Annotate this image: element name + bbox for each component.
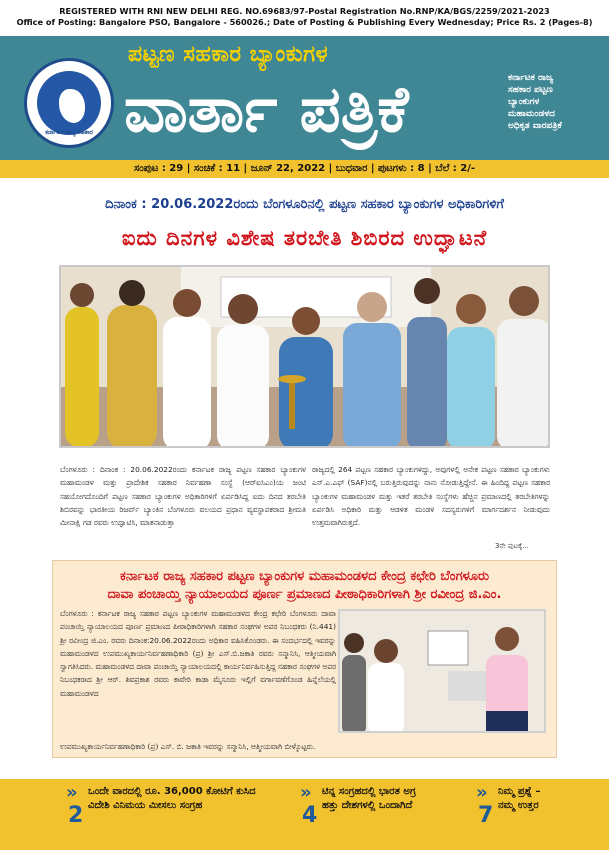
masthead-title: ವಾರ್ತಾ ಪತ್ರಿಕೆ <box>124 72 409 147</box>
teaser-page-number: 7 <box>478 803 494 828</box>
registration-info <box>0 6 609 28</box>
teaser-page-4[interactable] <box>300 782 470 845</box>
issue-info-bar: ಸಂಪುಟ : 29 | ಸಂಚಿಕೆ : 11 | ಜೂನ್ 22, 2022 | ಬುಧವಾರ | ಪುಟಗಳು : 8 | ಬೆಲೆ : 2/- <box>0 160 609 178</box>
teaser-page-2[interactable] <box>66 782 296 845</box>
lead-headline: ಐದು ದಿನಗಳ ವಿಶೇಷ ತರಬೇತಿ ಶಿಬಿರದ ಉದ್ಘಾಟನೆ <box>121 226 488 250</box>
box-article-text: ಬೆಂಗಳೂರು : ಕರ್ನಾಟಕ ರಾಜ್ಯ ಸಹಕಾರ ಪಟ್ಟಣ ಬ್ಯಾಂಕುಗಳ ಮಹಾಮಂಡಳದ ಕೇಂದ್ರ ಕಛೇರಿ ಬೆಂಗಳೂರು ದಾವಾ ಪಂಚಾಯ್ತಿ ನ್ಯಾಯಾಲಯದ ಪೂರ್ಣ ಪ್ರಮಾಣದ ಪೀಠಾಧಿಕಾರಿಗಳಾಗಿ ಸಹಕಾರ ಸಂಘಗಳ ಅಪರ ನಿಬಂಧಕರು (ನಿ.441) ಶ್ರೀ ರವೀಂದ್ರ ಜಿ.ಎಂ. ರವರು ದಿನಾಂಕ:20.06.2022ರಂದು ಅಧಿಕಾರ ವಹಿಸಿಕೊಂಡರು. ಈ ಸಂದರ್ಭದಲ್ಲಿ ಇವರನ್ನು ಮಹಾಮಂಡಳದ ಉಪಮುಖ್ಯಕಾರ್ಯನಿರ್ವಹಣಾಧಿಕಾರಿ (ಪ್ರ) ಶ್ರೀ ಎಸ್.ಬಿ.ಜಕಾತಿ ರವರು ಸನ್ಮಾನಿಸಿ, ಆತ್ಮೀಯವಾಗಿ ಸ್ವಾಗತಿಸಿದರು. ಮಹಾಮಂಡಳದ ದಾವಾ ಪಂಚಾಯ್ತಿ ನ್ಯಾಯಾಲಯದಲ್ಲಿ ಕಾರ್ಯನಿರ್ವಹಿಸುತ್ತಿದ್ದ ಸಹಕಾರ ಸಂಘಗಳ ಅಪರ ನಿಬಂಧಕರಾದ ಶ್ರೀ ಆರ್. ಶಿವಪ್ರಕಾಶ ರವರು ಕಾವೇರಿ ಕಾಡಾ ಮೈಸೂರು ಇಲ್ಲಿಗೆ ವರ್ಗಾವಣೆಗೊಂಡ ಹಿನ್ನೆಲೆಯಲ್ಲಿ ಮಹಾಮಂಡಳದ <box>60 609 336 698</box>
box-headline <box>52 568 557 604</box>
teaser-text: ಒಂದೇ ವಾರದಲ್ಲಿ ರೂ. 36,000 ಕೋಟಿಗೆ ಕುಸಿದ ವಿದೇಶಿ ವಿನಿಮಯ ಮೀಸಲು ಸಂಗ್ರಹ <box>88 786 256 811</box>
registration-line-2: Office of Posting: Bangalore PSO, Bangalore - 560026.; Date of Posting & Publishing Every Wednesday; Price Rs. 2 (Pages-8) <box>16 17 593 27</box>
training-inauguration-photo <box>59 265 550 448</box>
lead-dateline: ದಿನಾಂಕ : 20.06.2022ರಂದು ಬೆಂಗಳೂರಿನಲ್ಲಿ ಪಟ್ಟಣ ಸಹಕಾರ ಬ್ಯಾಂಕುಗಳ ಅಧಿಕಾರಿಗಳಿಗೆ <box>105 197 504 212</box>
box-article-last-line: ಉಪಮುಖ್ಯಕಾರ್ಯನಿರ್ವಹಣಾಧಿಕಾರಿ (ಪ್ರ) ಎಸ್. ಬಿ. ಜಕಾತಿ ಇವರನ್ನು ಸನ್ಮಾನಿಸಿ, ಆತ್ಮೀಯವಾಗಿ ಬೀಳ್ಕೊಟ್ಟರು. <box>60 742 316 751</box>
chevron-right-icon: » <box>300 782 312 803</box>
teaser-text: ನಿಮ್ಮ ಪ್ರಶ್ನೆ – ನಮ್ಮ ಉತ್ತರ <box>498 786 541 811</box>
masthead-subtitle: ಪಟ್ಟಣ ಸಹಕಾರ ಬ್ಯಾಂಕುಗಳ <box>128 42 329 67</box>
chevron-right-icon: » <box>66 782 78 803</box>
teaser-page-7[interactable] <box>476 782 604 845</box>
photo-illustration <box>61 267 550 448</box>
masthead-side-text: ಕರ್ನಾಟಕ ರಾಜ್ಯ ಸಹಕಾರ ಪಟ್ಟಣ ಬ್ಯಾಂಕುಗಳ ಮಹಾಮಂಡಳದ ಅಧಿಕೃತ ವಾರಪತ್ರಿಕೆ <box>508 73 562 131</box>
box-headline-line-1: ಕರ್ನಾಟಕ ರಾಜ್ಯ ಸಹಕಾರ ಪಟ್ಟಣ ಬ್ಯಾಂಕುಗಳ ಮಹಾಮಂಡಳದ ಕೇಂದ್ರ ಕಛೇರಿ ಬೆಂಗಳೂರು <box>120 569 489 584</box>
chevron-right-icon: » <box>476 782 488 803</box>
teaser-page-number: 2 <box>68 803 84 828</box>
federation-logo <box>24 58 114 148</box>
box-headline-line-2: ದಾವಾ ಪಂಚಾಯ್ತಿ ನ್ಯಾಯಾಲಯದ ಪೂರ್ಣ ಪ್ರಮಾಣದ ಪೀಠಾಧಿಕಾರಿಗಳಾಗಿ ಶ್ರೀ ರವೀಂದ್ರ ಜಿ.ಎಂ. <box>107 587 502 602</box>
logo-emblem <box>37 71 101 135</box>
continued-note: 3ನೇ ಪುಟಕ್ಕೆ... <box>495 542 529 550</box>
teaser-page-number: 4 <box>302 803 318 828</box>
felicitation-photo <box>338 609 546 733</box>
felicitation-illustration <box>340 611 546 733</box>
teaser-text: ಟಿನ್ನ ಸಂಗ್ರಹದಲ್ಲಿ ಭಾರತ ಅಗ್ರ ಹತ್ತು ದೇಶಗಳಲ್ಲಿ ಒಂದಾಗಿದೆ <box>322 786 416 811</box>
registration-line-1: REGISTERED WITH RNI NEW DELHI REG. NO.69683/97-Postal Registration No.RNP/KA/BGS/2259/2021-2023 <box>59 6 550 16</box>
lead-article-column-1: ಬೆಂಗಳೂರು : ದಿನಾಂಕ : 20.06.2022ರಂದು ಕರ್ನಾಟಕ ರಾಜ್ಯ ಪಟ್ಟಣ ಸಹಕಾರ ಬ್ಯಾಂಕುಗಳ ಮಹಾಮಂಡಳ ಮತ್ತು ಪ್ರಾದೇಶಿಕ ಸಹಕಾರ ನಿರ್ವಹಣಾ ಸಂಸ್ಥೆ (ಆರ್‌ಐಸಿಎಂ)ಯ ಜಂಟಿ ಸಹಯೋಗದೊಂದಿಗೆ ಪಟ್ಟಣ ಸಹಕಾರ ಬ್ಯಾಂಕುಗಳ ಅಧಿಕಾರಿಗಳಿಗೆ ಏರ್ಪಡಿಸಿದ್ದ ಐದು ದಿನದ ತರಬೇತಿ ಶಿಬಿರವನ್ನು ಭಾರತೀಯ ರಿಜರ್ವ್ ಬ್ಯಾಂಕಿನ ಬೆಂಗಳೂರು ವಲಯದ ಪ್ರಧಾನ ವ್ಯವಸ್ಥಾಪಕರಾದ ಶ್ರೀಮತಿ ಮೀನಾಕ್ಷಿ ಗಡ ರವರು ಉದ್ಘಾಟಿಸಿ, ಮಾತನಾಡುತ್ತಾ <box>60 465 306 528</box>
lead-article-column-2: ರಾಜ್ಯದಲ್ಲಿ 264 ಪಟ್ಟಣ ಸಹಕಾರ ಬ್ಯಾಂಕುಗಳಿದ್ದು, ಅವುಗಳಲ್ಲಿ ಅನೇಕ ಪಟ್ಟಣ ಸಹಕಾರ ಬ್ಯಾಂಕುಗಳು ಎಸ್.ಎ.ಎಫ್ (SAF)ನಲ್ಲಿ ಬರುತ್ತಿರುವುದನ್ನು ನಾನು ನೋಡುತ್ತಿದ್ದೇನೆ. ಈ ಹಿಂದಿದ್ದ ಪಟ್ಟಣ ಸಹಕಾರ ಬ್ಯಾಂಕುಗಳ ಮಹಾಮಂಡಳ ಮತ್ತು ಇತರೆ ತರಬೇತಿ ಸಂಸ್ಥೆಗಳು ಹೆಚ್ಚಿನ ಪ್ರಮಾಣದಲ್ಲಿ ತರಬೇತಿಗಳನ್ನು ಏರ್ಪಡಿಸಿ ಅಧಿಕಾರಿ ಮತ್ತು ಆಡಳಿತ ಮಂಡಳಿ ಸದಸ್ಯರುಗಳಿಗೆ ಮಾರ್ಗದರ್ಶನ ನೀಡುವುದು ಉತ್ತಮವಾಗಿರುತ್ತದೆ. <box>312 465 550 528</box>
karnataka-map-icon <box>59 89 85 123</box>
logo-text: ಕರ್ನಾಟಕ ರಾಜ್ಯ ಸಹಕಾರ <box>45 129 93 136</box>
